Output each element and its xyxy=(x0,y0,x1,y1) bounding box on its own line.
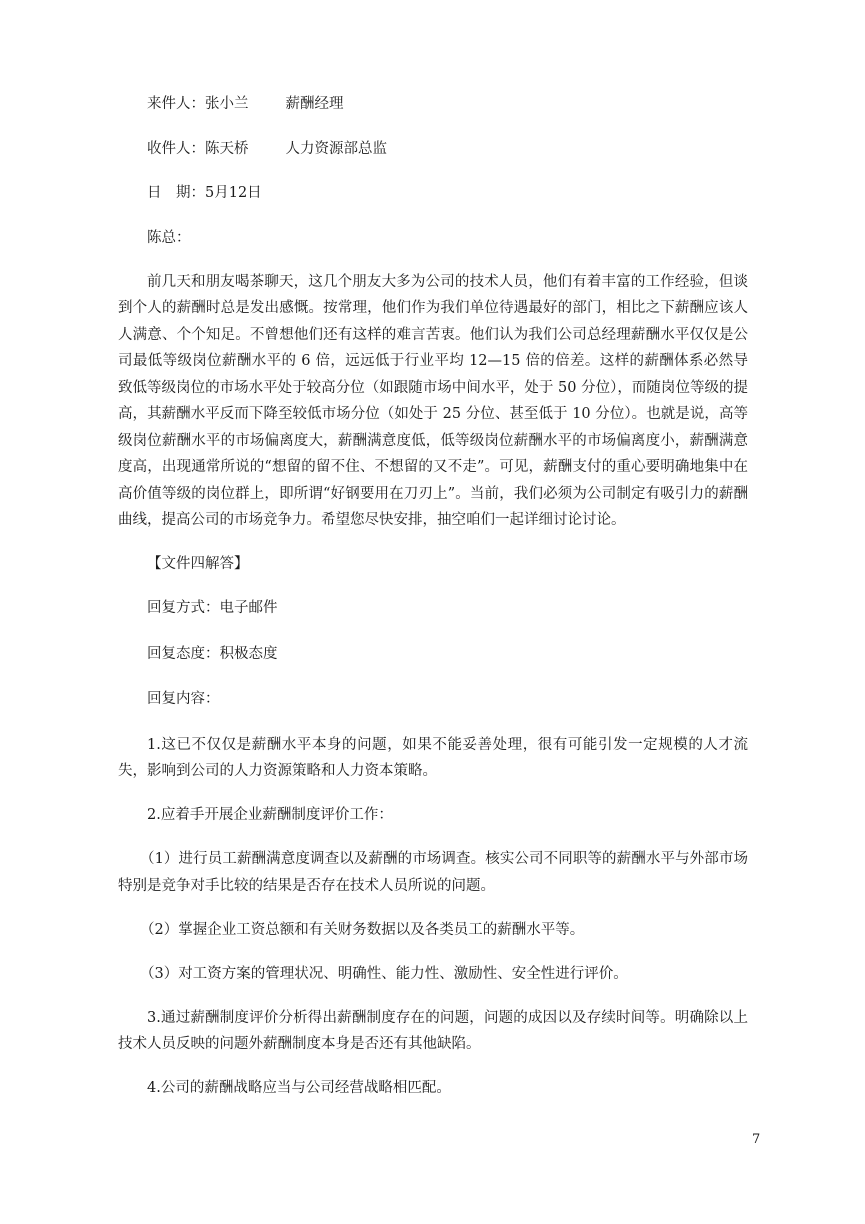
date-value: 5月12日 xyxy=(205,185,262,201)
answer-item-2: 2.应着手开展企业薪酬制度评价工作： xyxy=(147,807,393,823)
answer-sub-item-1: （1）进行员工薪酬满意度调查以及薪酬的市场调查。核实公司不同职等的薪酬水平与外部市场特别是竞争对手比较的结果是否存在技术人员所说的问题。 xyxy=(118,851,748,894)
salutation: 陈总： xyxy=(147,229,191,246)
from-title: 薪酬经理 xyxy=(285,96,344,112)
from-line xyxy=(118,91,748,118)
reply-method: 回复方式：电子邮件 xyxy=(147,600,278,616)
answer-sub-item-3: （3）对工资方案的管理状况、明确性、能力性、激励性、安全性进行评价。 xyxy=(140,965,628,982)
from-name: 张小兰 xyxy=(205,96,249,112)
answer-item-4: 4.公司的薪酬战略应当与公司经营战略相匹配。 xyxy=(147,1080,451,1096)
answer-item-3: 3.通过薪酬制度评价分析得出薪酬制度存在的问题，问题的成因以及存续时间等。明确除以上技术人员反映的问题外薪酬制度本身是否还有其他缺陷。 xyxy=(118,1009,748,1052)
reply-content-label: 回复内容： xyxy=(147,691,220,707)
page-number: 7 xyxy=(752,1132,761,1147)
to-title: 人力资源部总监 xyxy=(285,140,387,157)
answer-item-1: 1.这已不仅仅是薪酬水平本身的问题，如果不能妥善处理，很有可能引发一定规模的人才流失，影响到公司的人力资源策略和人力资本策略。 xyxy=(118,736,748,779)
reply-attitude: 回复态度：积极态度 xyxy=(147,645,278,662)
to-label: 收件人： xyxy=(147,140,205,157)
date-label: 日 期： xyxy=(147,185,205,201)
answer-heading: 【文件四解答】 xyxy=(147,556,249,572)
memo-body: 前几天和朋友喝茶聊天，这几个朋友大多为公司的技术人员，他们有着丰富的工作经验，但谈到个人的薪酬时总是发出感慨。按常理，他们作为我们单位待遇最好的部门，相比之下薪酬应该人人满意、个个知足。不曾想他们还有这样的难言苦衷。他们认为我们公司总经理薪酬水平仅仅是公司最低等级岗位薪酬水平的 6 倍，远远低于行业平均 12—15 倍的倍差。这样的薪酬体系必然导致低等级岗位的市场水平处于较高分位（如跟随市场中间水平，处于 50 分位），而随岗位等级的提高，其薪酬水平反而下降至较低市场分位（如处于 25 分位、甚至低于 10 分位）。也就是说，高等级岗位薪酬水平的市场偏离度大，薪酬满意度低，低等级岗位薪酬水平的市场偏离度小，薪酬满意度高，出现通常所说的“想留的留不住、不想留的又不走”。可见，薪酬支付的重心要明确地集中在高价值等级的岗位群上，即所谓“好钢要用在刀刃上”。当前，我们必须为公司制定有吸引力的薪酬曲线，提高公司的市场竞争力。希望您尽快安排，抽空咱们一起详细讨论讨论。 xyxy=(118,273,748,528)
date-line xyxy=(118,180,748,207)
answer-sub-item-2: （2）掌握企业工资总额和有关财务数据以及各类员工的薪酬水平等。 xyxy=(140,921,585,938)
from-label: 来件人： xyxy=(147,96,205,112)
to-name: 陈天桥 xyxy=(205,140,249,157)
to-line xyxy=(118,136,748,163)
document-content xyxy=(118,91,748,1119)
